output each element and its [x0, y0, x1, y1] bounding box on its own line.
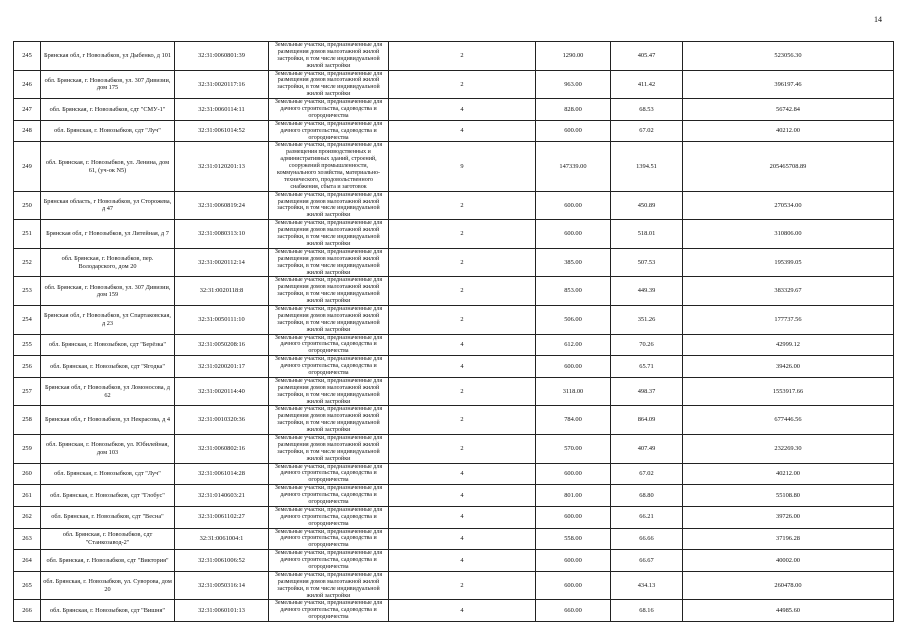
address-cell: обл. Брянская, г. Новозыбков, сдт "Вишня" — [41, 600, 175, 622]
category-cell: 4 — [389, 550, 536, 572]
rate-cell: 68.16 — [611, 600, 683, 622]
cadastral-number-cell: 32:31:0050111:10 — [175, 305, 269, 334]
rate-cell: 67.02 — [611, 463, 683, 485]
table-body — [14, 42, 894, 622]
table-row — [14, 571, 894, 600]
row-number: 250 — [14, 191, 41, 220]
cadastral-value-cell: 677446.56 — [683, 406, 894, 435]
rate-cell: 66.21 — [611, 506, 683, 528]
rate-cell: 405.47 — [611, 42, 683, 71]
address-cell: обл. Брянская, г. Новозыбков, сдт "Берёзка" — [41, 334, 175, 356]
table-row — [14, 485, 894, 507]
address-cell: обл. Брянская, г. Новозыбков, сдт "Ягодка" — [41, 356, 175, 378]
land-use-cell: Земельные участки, предназначенные для дачного строительства, садоводства и огородничества — [269, 334, 389, 356]
cadastral-number-cell: 32:31:0061014:28 — [175, 463, 269, 485]
rate-cell: 434.13 — [611, 571, 683, 600]
land-use-cell: Земельные участки, предназначенные для размещения домов малоэтажной жилой застройки, в том числе индивидуальной жилой застройки — [269, 406, 389, 435]
cadastral-value-cell: 310806.00 — [683, 220, 894, 249]
table-row — [14, 356, 894, 378]
category-cell: 4 — [389, 356, 536, 378]
land-use-cell: Земельные участки, предназначенные для дачного строительства, садоводства и огородничества — [269, 485, 389, 507]
category-cell: 4 — [389, 99, 536, 121]
land-use-cell: Земельные участки, предназначенные для дачного строительства, садоводства и огородничества — [269, 463, 389, 485]
address-cell: Брянская обл, г Новозыбков, ул Дыбенко, д 101 — [41, 42, 175, 71]
land-use-cell: Земельные участки, предназначенные для дачного строительства, садоводства и огородничества — [269, 550, 389, 572]
cadastral-number-cell: 32:31:0061004:1 — [175, 528, 269, 550]
cadastral-number-cell: 32:31:0060101:13 — [175, 600, 269, 622]
category-cell: 2 — [389, 42, 536, 71]
cadastral-number-cell: 32:31:0050208:16 — [175, 334, 269, 356]
rate-cell: 498.37 — [611, 377, 683, 406]
address-cell: Брянская обл, г Новозыбков, ул Некрасова, д 4 — [41, 406, 175, 435]
cadastral-value-cell: 40212.00 — [683, 463, 894, 485]
cadastral-value-cell: 396197.46 — [683, 70, 894, 99]
rate-cell: 449.39 — [611, 277, 683, 306]
category-cell: 2 — [389, 248, 536, 277]
table-row — [14, 334, 894, 356]
cadastral-number-cell: 32:31:0020112:14 — [175, 248, 269, 277]
area-cell: 147339.00 — [536, 142, 611, 191]
cadastral-value-cell: 44985.60 — [683, 600, 894, 622]
table-row — [14, 463, 894, 485]
area-cell: 385.00 — [536, 248, 611, 277]
category-cell: 2 — [389, 220, 536, 249]
table-row — [14, 120, 894, 142]
rate-cell: 450.89 — [611, 191, 683, 220]
table-row — [14, 220, 894, 249]
row-number: 247 — [14, 99, 41, 121]
cadastral-number-cell: 32:31:0060801:39 — [175, 42, 269, 71]
cadastral-number-cell: 32:31:0010320:36 — [175, 406, 269, 435]
land-use-cell: Земельные участки, предназначенные для размещения домов малоэтажной жилой застройки, в том числе индивидуальной жилой застройки — [269, 248, 389, 277]
land-use-cell: Земельные участки, предназначенные для дачного строительства, садоводства и огородничества — [269, 506, 389, 528]
land-use-cell: Земельные участки, предназначенные для размещения производственных и административных зданий, строений, сооружений промышленности, коммунального хозяйства, материально-технического, продовольственного снабжения, сбыта и заготовок — [269, 142, 389, 191]
row-number: 246 — [14, 70, 41, 99]
rate-cell: 507.53 — [611, 248, 683, 277]
page-number: 14 — [874, 15, 882, 24]
cadastral-number-cell: 32:31:0200201:17 — [175, 356, 269, 378]
land-use-cell: Земельные участки, предназначенные для размещения домов малоэтажной жилой застройки, в том числе индивидуальной жилой застройки — [269, 434, 389, 463]
area-cell: 600.00 — [536, 571, 611, 600]
area-cell: 600.00 — [536, 220, 611, 249]
land-use-cell: Земельные участки, предназначенные для дачного строительства, садоводства и огородничества — [269, 356, 389, 378]
row-number: 255 — [14, 334, 41, 356]
cadastral-number-cell: 32:31:0060114:11 — [175, 99, 269, 121]
category-cell: 4 — [389, 463, 536, 485]
table-row — [14, 550, 894, 572]
category-cell: 4 — [389, 120, 536, 142]
rate-cell: 70.26 — [611, 334, 683, 356]
area-cell: 660.00 — [536, 600, 611, 622]
cadastral-value-cell: 195399.05 — [683, 248, 894, 277]
rate-cell: 351.26 — [611, 305, 683, 334]
area-cell: 570.00 — [536, 434, 611, 463]
rate-cell: 65.71 — [611, 356, 683, 378]
rate-cell: 518.01 — [611, 220, 683, 249]
area-cell: 1290.00 — [536, 42, 611, 71]
cadastral-value-cell: 383329.67 — [683, 277, 894, 306]
row-number: 259 — [14, 434, 41, 463]
rate-cell: 67.02 — [611, 120, 683, 142]
cadastral-number-cell: 32:31:0061006:52 — [175, 550, 269, 572]
cadastral-number-cell: 32:31:0120201:13 — [175, 142, 269, 191]
area-cell: 558.00 — [536, 528, 611, 550]
table-row — [14, 248, 894, 277]
land-use-cell: Земельные участки, предназначенные для размещения домов малоэтажной жилой застройки, в том числе индивидуальной жилой застройки — [269, 42, 389, 71]
area-cell: 600.00 — [536, 356, 611, 378]
category-cell: 4 — [389, 600, 536, 622]
area-cell: 506.00 — [536, 305, 611, 334]
row-number: 249 — [14, 142, 41, 191]
rate-cell: 407.49 — [611, 434, 683, 463]
rate-cell: 411.42 — [611, 70, 683, 99]
table-row — [14, 42, 894, 71]
land-use-cell: Земельные участки, предназначенные для размещения домов малоэтажной жилой застройки, в том числе индивидуальной жилой застройки — [269, 377, 389, 406]
table-row — [14, 142, 894, 191]
rate-cell: 864.09 — [611, 406, 683, 435]
cadastral-value-cell: 42999.12 — [683, 334, 894, 356]
cadastral-number-cell: 32:31:0080313:10 — [175, 220, 269, 249]
address-cell: Брянская обл, г Новозыбков, ул Ломоносова, д 62 — [41, 377, 175, 406]
address-cell: обл. Брянская, г. Новозыбков, сдт "Станкозавод-2" — [41, 528, 175, 550]
land-use-cell: Земельные участки, предназначенные для дачного строительства, садоводства и огородничества — [269, 600, 389, 622]
category-cell: 2 — [389, 571, 536, 600]
cadastral-value-cell: 40002.00 — [683, 550, 894, 572]
area-cell: 801.00 — [536, 485, 611, 507]
cadastral-number-cell: 32:31:0061014:52 — [175, 120, 269, 142]
row-number: 248 — [14, 120, 41, 142]
table-row — [14, 191, 894, 220]
row-number: 264 — [14, 550, 41, 572]
cadastral-value-cell: 55108.80 — [683, 485, 894, 507]
category-cell: 4 — [389, 485, 536, 507]
row-number: 261 — [14, 485, 41, 507]
table-row — [14, 506, 894, 528]
address-cell: обл. Брянская, г. Новозыбков, сдт "СМУ-1" — [41, 99, 175, 121]
address-cell: обл. Брянская, г. Новозыбков, сдт "Глобус" — [41, 485, 175, 507]
table-row — [14, 528, 894, 550]
land-use-cell: Земельные участки, предназначенные для размещения домов малоэтажной жилой застройки, в том числе индивидуальной жилой застройки — [269, 571, 389, 600]
cadastral-value-cell: 39426.00 — [683, 356, 894, 378]
cadastral-number-cell: 32:31:0020118:8 — [175, 277, 269, 306]
row-number: 252 — [14, 248, 41, 277]
category-cell: 2 — [389, 377, 536, 406]
row-number: 253 — [14, 277, 41, 306]
category-cell: 4 — [389, 506, 536, 528]
row-number: 265 — [14, 571, 41, 600]
cadastral-value-cell: 1553917.66 — [683, 377, 894, 406]
area-cell: 600.00 — [536, 191, 611, 220]
address-cell: обл. Брянская, г. Новозыбков, ул. Юбилейная, дом 103 — [41, 434, 175, 463]
row-number: 262 — [14, 506, 41, 528]
area-cell: 600.00 — [536, 550, 611, 572]
land-use-cell: Земельные участки, предназначенные для размещения домов малоэтажной жилой застройки, в том числе индивидуальной жилой застройки — [269, 70, 389, 99]
address-cell: обл. Брянская, г. Новозыбков, ул. Ленина, дом 61, (уч-ок N5) — [41, 142, 175, 191]
category-cell: 2 — [389, 406, 536, 435]
land-use-cell: Земельные участки, предназначенные для размещения домов малоэтажной жилой застройки, в том числе индивидуальной жилой застройки — [269, 305, 389, 334]
rate-cell: 1394.51 — [611, 142, 683, 191]
cadastral-value-cell: 232269.30 — [683, 434, 894, 463]
cadastral-number-cell: 32:31:0060819:24 — [175, 191, 269, 220]
rate-cell: 66.66 — [611, 528, 683, 550]
table-row — [14, 70, 894, 99]
row-number: 245 — [14, 42, 41, 71]
land-use-cell: Земельные участки, предназначенные для дачного строительства, садоводства и огородничества — [269, 120, 389, 142]
category-cell: 4 — [389, 528, 536, 550]
cadastral-number-cell: 32:31:0020114:40 — [175, 377, 269, 406]
address-cell: обл. Брянская, г. Новозыбков, сдт "Весна" — [41, 506, 175, 528]
table-row — [14, 434, 894, 463]
address-cell: Брянская обл, г Новозыбков, ул Спартаковская, д 23 — [41, 305, 175, 334]
cadastral-value-cell: 523056.30 — [683, 42, 894, 71]
row-number: 266 — [14, 600, 41, 622]
table-row — [14, 277, 894, 306]
cadastral-number-cell: 32:31:0050316:14 — [175, 571, 269, 600]
address-cell: обл. Брянская, г. Новозыбков, ул. 307 Дивизии, дом 175 — [41, 70, 175, 99]
cadastral-number-cell: 32:31:0061102:27 — [175, 506, 269, 528]
land-parcels-table — [13, 41, 894, 622]
row-number: 257 — [14, 377, 41, 406]
address-cell: обл. Брянская, г. Новозыбков, сдт "Луч" — [41, 463, 175, 485]
category-cell: 4 — [389, 334, 536, 356]
address-cell: обл. Брянская, г. Новозыбков, пер. Володарского, дом 20 — [41, 248, 175, 277]
cadastral-value-cell: 205465708.89 — [683, 142, 894, 191]
address-cell: обл. Брянская, г. Новозыбков, ул. Суворова, дом 20 — [41, 571, 175, 600]
row-number: 258 — [14, 406, 41, 435]
cadastral-number-cell: 32:31:0140603:21 — [175, 485, 269, 507]
cadastral-value-cell: 39726.00 — [683, 506, 894, 528]
cadastral-value-cell: 37196.28 — [683, 528, 894, 550]
area-cell: 784.00 — [536, 406, 611, 435]
table-row — [14, 377, 894, 406]
category-cell: 2 — [389, 305, 536, 334]
cadastral-number-cell: 32:31:0060802:16 — [175, 434, 269, 463]
category-cell: 9 — [389, 142, 536, 191]
table-row — [14, 305, 894, 334]
land-use-cell: Земельные участки, предназначенные для размещения домов малоэтажной жилой застройки, в том числе индивидуальной жилой застройки — [269, 191, 389, 220]
rate-cell: 68.53 — [611, 99, 683, 121]
area-cell: 600.00 — [536, 506, 611, 528]
table-row — [14, 600, 894, 622]
category-cell: 2 — [389, 277, 536, 306]
land-use-cell: Земельные участки, предназначенные для дачного строительства, садоводства и огородничества — [269, 528, 389, 550]
area-cell: 828.00 — [536, 99, 611, 121]
address-cell: Брянская обл, г Новозыбков, ул Литейная, д 7 — [41, 220, 175, 249]
cadastral-number-cell: 32:31:0020117:16 — [175, 70, 269, 99]
cadastral-value-cell: 177737.56 — [683, 305, 894, 334]
area-cell: 963.00 — [536, 70, 611, 99]
area-cell: 853.00 — [536, 277, 611, 306]
land-use-cell: Земельные участки, предназначенные для дачного строительства, садоводства и огородничества — [269, 99, 389, 121]
row-number: 260 — [14, 463, 41, 485]
row-number: 254 — [14, 305, 41, 334]
cadastral-value-cell: 270534.00 — [683, 191, 894, 220]
area-cell: 600.00 — [536, 120, 611, 142]
row-number: 263 — [14, 528, 41, 550]
table-row — [14, 99, 894, 121]
land-use-cell: Земельные участки, предназначенные для размещения домов малоэтажной жилой застройки, в том числе индивидуальной жилой застройки — [269, 277, 389, 306]
address-cell: обл. Брянская, г. Новозыбков, сдт "Луч" — [41, 120, 175, 142]
row-number: 251 — [14, 220, 41, 249]
rate-cell: 66.67 — [611, 550, 683, 572]
category-cell: 2 — [389, 434, 536, 463]
cadastral-value-cell: 56742.84 — [683, 99, 894, 121]
table-row — [14, 406, 894, 435]
address-cell: Брянская область, г Новозыбков, ул Сторожева, д 47 — [41, 191, 175, 220]
category-cell: 2 — [389, 70, 536, 99]
rate-cell: 68.80 — [611, 485, 683, 507]
category-cell: 2 — [389, 191, 536, 220]
area-cell: 612.00 — [536, 334, 611, 356]
address-cell: обл. Брянская, г. Новозыбков, ул. 307 Дивизии, дом 159 — [41, 277, 175, 306]
area-cell: 3118.00 — [536, 377, 611, 406]
address-cell: обл. Брянская, г. Новозыбков, сдт "Виктория" — [41, 550, 175, 572]
area-cell: 600.00 — [536, 463, 611, 485]
row-number: 256 — [14, 356, 41, 378]
land-use-cell: Земельные участки, предназначенные для размещения домов малоэтажной жилой застройки, в том числе индивидуальной жилой застройки — [269, 220, 389, 249]
cadastral-value-cell: 260478.00 — [683, 571, 894, 600]
cadastral-value-cell: 40212.00 — [683, 120, 894, 142]
